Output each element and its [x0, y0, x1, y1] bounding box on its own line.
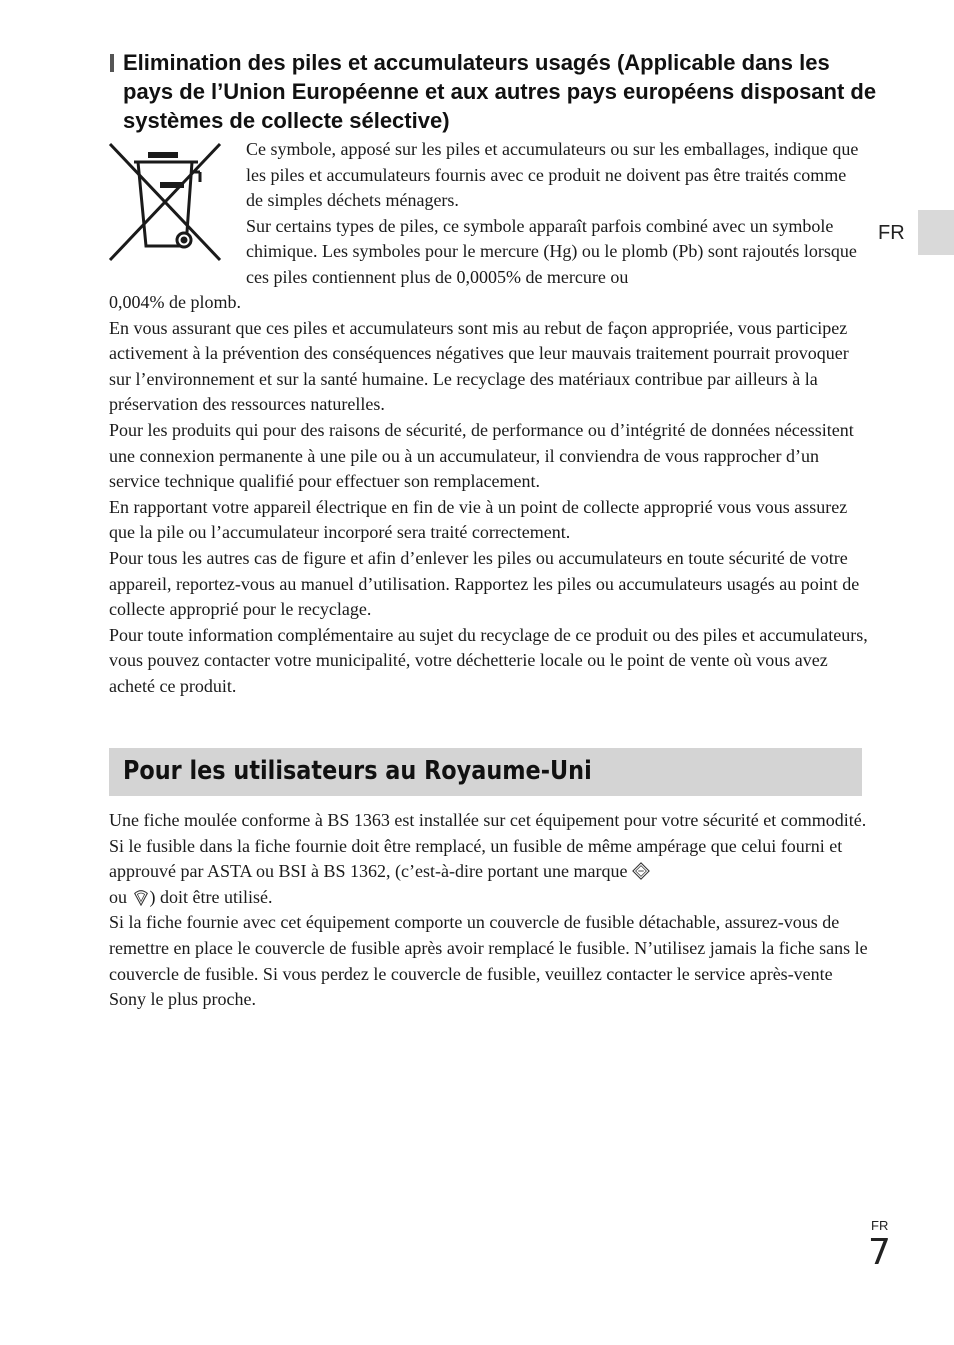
- paragraph: Si la fiche fournie avec cet équipement comporte un couvercle de fusible détachable, assurez-vous de remettre en place le couvercle de fusible après avoir remplacé le fusible. N’utilisez jamais la fiche sans le couvercle de fusible. Si vous perdez le couvercle de fusible, veuillez contacter le service après-vente Sony le plus proche.: [109, 912, 868, 1010]
- paragraph: Sur certains types de piles, ce symbole apparaît parfois combiné avec un symbole chimique. Les symboles pour le mercure (Hg) ou le plomb (Pb) sont rajoutés lorsque ces piles contiennent plus de 0,0005% de mercure ou: [246, 215, 857, 287]
- uk-section-title: Pour les utilisateurs au Royaume-Uni: [123, 756, 592, 786]
- paragraph: Ce symbole, apposé sur les piles et accumulateurs ou sur les emballages, indique que les piles et accumulateurs fournis avec ce produit ne doivent pas être traités comme de simples déchets ménagers.: [246, 139, 859, 211]
- asta-mark-icon: [632, 862, 650, 880]
- footer-language: FR: [871, 1218, 889, 1233]
- paragraph: Une fiche moulée conforme à BS 1363 est installée sur cet équipement pour votre sécurité et commodité.: [109, 810, 867, 830]
- uk-section-body: [109, 808, 869, 1013]
- battery-disposal-heading: Elimination des piles et accumulateurs usagés (Applicable dans les pays de l’Union Européenne et aux autres pays européens disposant de systèmes de collecte sélective): [123, 50, 877, 133]
- heading-marker: [110, 54, 114, 72]
- language-side-tab: [918, 210, 954, 255]
- page-number: 7: [868, 1232, 891, 1273]
- language-tab-label: FR: [878, 222, 905, 244]
- paragraph: Pour toute information complémentaire au sujet du recyclage de ce produit ou des piles et accumulateurs, vous pouvez contacter votre municipalité, votre déchetterie locale ou le point de vente où vous avez acheté ce produit.: [109, 624, 868, 696]
- bsi-kitemark-icon: [132, 888, 150, 906]
- paragraph: Pour tous les autres cas de figure et afin d’enlever les piles ou accumulateurs en toute sécurité de votre appareil, reportez-vous au manuel d’utilisation. Rapportez les piles ou accumulateurs usagés au point de collecte approprié pour le recyclage.: [109, 547, 860, 620]
- paragraph: Pour les produits qui pour des raisons de sécurité, de performance ou d’intégrité de données nécessitent une connexion permanente à une pile ou à un accumulateur, il conviendra de vous rapprocher d’un service technique qualifié pour effectuer son remplacement.: [109, 419, 854, 492]
- paragraph-text: ) doit être utilisé.: [149, 886, 273, 907]
- disposal-body: [109, 290, 869, 700]
- crossed-out-wheelie-bin-icon: [108, 142, 224, 262]
- paragraph: En vous assurant que ces piles et accumulateurs sont mis au rebut de façon appropriée, vous participez activement à la prévention des conséquences négatives que leur mauvais traitement pourrait provoquer sur l’environnement et sur la santé humaine. Le recyclage des matériaux contribue par ailleurs à la préservation des ressources naturelles.: [109, 317, 849, 415]
- paragraph: En rapportant votre appareil électrique en fin de vie à un point de collecte approprié vous vous assurez que la pile ou l’accumulateur incorporé sera traité correctement.: [109, 496, 848, 543]
- paragraph: [109, 834, 869, 911]
- paragraph: 0,004% de plomb.: [109, 292, 241, 312]
- intro-text: [246, 137, 866, 291]
- paragraph-text: ou: [109, 886, 127, 907]
- paragraph-text: Si le fusible dans la fiche fournie doit être remplacé, un fusible de même ampérage que celui fourni et approuvé par ASTA ou BSI à BS 1362, (c’est-à-dire portant une marque: [109, 835, 843, 882]
